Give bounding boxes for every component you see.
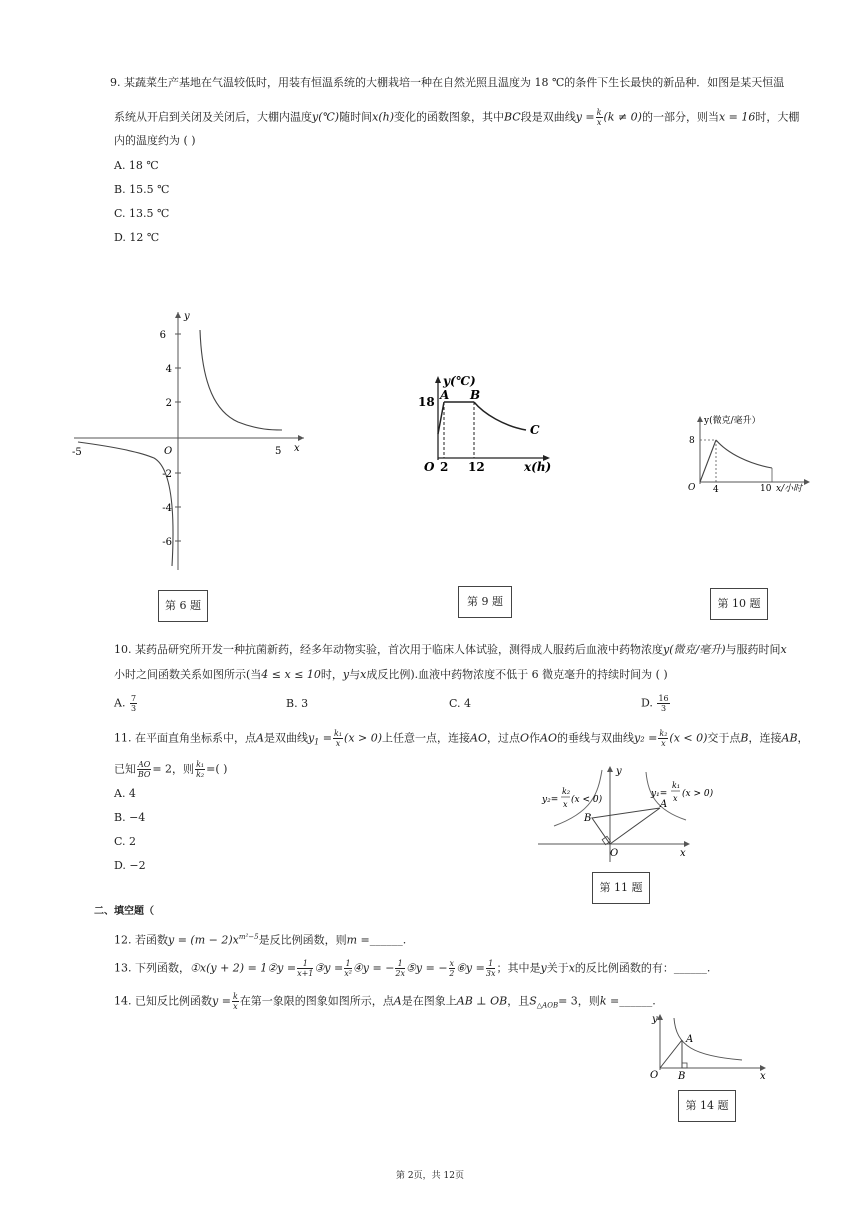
fig6-caption: 第 6 题	[158, 590, 208, 622]
fig14-segment-oa	[660, 1040, 682, 1068]
fig9-rise-segment	[438, 402, 444, 434]
q9-stem-line3: 内的温度约为 ( )	[114, 134, 196, 147]
q9-text: 时，大棚	[755, 110, 800, 124]
q10-math: x	[360, 668, 367, 681]
fig11-point-b: B	[584, 813, 592, 824]
fig10-x-tick: 4	[713, 485, 719, 495]
q14-answer-blank: ______.	[619, 994, 656, 1008]
q11-option-d: D. −2	[114, 859, 146, 872]
q9-fraction: $\frac{k}{x}$	[596, 108, 602, 127]
q10-option-a: A. $\frac{7}{3}$	[114, 694, 137, 713]
fig6-y-tick: -6	[162, 537, 172, 548]
fig11-triangle-aob	[592, 808, 660, 844]
q9-math: (k ≠ 0)	[603, 110, 642, 124]
q9-math: x(h)	[372, 110, 394, 124]
fig6-graph	[68, 306, 308, 574]
q14-stem: 14. 已知反比例函数y = $\frac{k}{x}$ 在第一象限的图象如图所示，点A是在图象上AB ⊥ OB，且$S_{\triangle AOB}= 3$，则k =______.	[114, 992, 656, 1011]
fig10-x-tick: 10	[760, 484, 772, 494]
fig10-y-value: 8	[689, 436, 695, 446]
q11-option-c: C. 2	[114, 835, 137, 848]
q9-stem-line1: 9. 某蔬菜生产基地在气温较低时，用装有恒温系统的大棚栽培一种在自然光照且温度为 18 ℃的条件下生长最快的新品种．如图是某天恒温	[110, 76, 785, 89]
fig11-y-label: y	[616, 766, 622, 777]
fig6-y-tick: 6	[159, 330, 166, 341]
fig11-origin: O	[610, 848, 619, 859]
svg-text:(x < 0): (x < 0)	[571, 795, 603, 805]
fig14-y-label: y	[652, 1014, 658, 1025]
fig10-y-label: y(微克/毫升）	[704, 416, 761, 426]
fig6-curve-q1	[200, 330, 282, 430]
fig6-y-tick: 2	[165, 398, 172, 409]
fig11-point-a: A	[660, 799, 668, 810]
fig9-caption: 第 9 题	[458, 586, 512, 618]
q10-text: 小时之间函数关系如图所示(当	[114, 668, 262, 681]
q9-option-b: B. 15.5 ℃	[114, 183, 170, 196]
q13-stem: 13. 下列函数，①x(y + 2) = 1②y = $\frac{1}{x+1}$ ③y = $\frac{1}{\text{x²}}$ ④y = − $\frac{1}{2x}$ ⑤y = − $\frac{x}{2}$ ⑥y = $\frac{1}{3x}$ ；其中是y关于x的反比例函数的有：______.	[114, 959, 711, 978]
svg-text:x: x	[563, 800, 568, 809]
q10-text: 10. 某药品研究所开发一种抗菌新药，经多年动物实验，首次用于临床人体试验，测得成人服药后血液中药物浓度	[114, 643, 663, 656]
q10-option-d: D. $\frac{16}{3}$	[641, 694, 669, 713]
q9-option-d: D. 12 ℃	[114, 231, 160, 244]
q9-math: x = 16	[718, 110, 756, 124]
q10-stem-line1	[114, 643, 787, 657]
fig9-x-tick: 12	[468, 460, 485, 474]
q9-option-c: C. 13.5 ℃	[114, 207, 170, 220]
svg-text:x: x	[673, 794, 678, 803]
svg-text:(x > 0): (x > 0)	[682, 789, 714, 799]
fig6-y-arrow	[175, 312, 181, 318]
fig9-x-tick: 2	[440, 460, 449, 474]
fig9-bc-curve	[474, 402, 526, 430]
fig9-y-value: 18	[418, 395, 435, 409]
q11-option-b: B. −4	[114, 811, 146, 824]
q10-text: 成反比例).血液中药物浓度不低于 6 微克毫升的持续时间为 ( )	[366, 668, 668, 681]
q10-math: y	[342, 668, 350, 681]
fig10-rise-segment	[700, 440, 716, 482]
q10-math: y(微克/毫升)	[663, 643, 726, 656]
q9-text: 段是双曲线	[520, 110, 576, 124]
fig11-label-y1: y₁=	[651, 789, 668, 799]
fig6-x-arrow	[298, 435, 304, 441]
fig11-label-y2: y₂=	[542, 795, 559, 805]
fig6-y-tick: -4	[162, 503, 172, 514]
fig9-x-label: x(h)	[524, 460, 552, 474]
fig9-point-c: C	[530, 423, 540, 437]
fig10-caption: 第 10 题	[710, 588, 768, 620]
fig11-graph	[536, 764, 720, 864]
q9-math: BC	[503, 110, 521, 124]
fig14-graph	[646, 1012, 772, 1082]
q10-option-c: C. 4	[449, 697, 472, 710]
fig6-y-tick: -2	[162, 469, 172, 480]
fig10-origin: O	[688, 483, 696, 493]
q11-stem-line1: 11. 在平面直角坐标系中，点A是双曲线$y_1$ = $\frac{\text{k₁}}{x}$ (x > 0)上任意一点，连接AO，过点O作AO的垂线与双曲线y₂ = $\frac{\text{k₂}}{x}$ (x < 0)交于点B，连接AB，	[114, 729, 809, 748]
fig6-curve-q3	[78, 442, 173, 566]
q9-math: y =	[575, 110, 595, 124]
page-footer: 第 2页，共 12页	[396, 1171, 464, 1181]
q9-option-a: A. 18 ℃	[114, 159, 159, 172]
q13-answer-blank: 的反比例函数的有：______.	[574, 961, 711, 975]
fig9-origin: O	[424, 460, 435, 474]
q11-stem-line2: 已知 $\frac{AO}{BO}$ = 2，则 $\frac{\text{k₁}}{\text{k₂}}$ =( )	[114, 760, 228, 779]
q9-text: 的一部分，则当	[641, 110, 719, 124]
q12-stem: 12. 若函数$y = (m - 2)x^{m^2-5}$是反比例函数，则m =______.	[114, 933, 407, 947]
fig11-caption: 第 11 题	[592, 872, 650, 904]
q10-text: 时，	[320, 668, 343, 681]
q10-text: 与服药时间	[725, 643, 781, 656]
fig10-x-label: x/小时	[776, 484, 803, 494]
fig6-y-tick: 4	[165, 364, 172, 375]
fig14-point-a: A	[686, 1034, 694, 1045]
q9-text: 随时间	[339, 110, 373, 124]
q11-option-a: A. 4	[114, 787, 136, 800]
fig14-x-label: x	[760, 1071, 766, 1082]
q9-stem-line2	[114, 108, 799, 127]
q10-text: 与	[349, 668, 361, 681]
fig9-y-label: y(℃)	[443, 374, 476, 388]
fig10-graph	[680, 410, 815, 496]
q9-math: y(℃)	[312, 110, 340, 124]
fig6-y-label: y	[184, 311, 190, 322]
q10-math: x	[780, 643, 787, 656]
section-heading: 二、填空题（	[94, 906, 154, 917]
fig14-point-b: B	[678, 1071, 686, 1082]
q9-text: 变化的函数图象，其中	[393, 110, 504, 124]
fig9-graph	[414, 368, 554, 480]
fig6-origin: O	[164, 446, 173, 457]
q10-stem-line2	[114, 668, 668, 682]
fig11-x-label: x	[680, 848, 686, 859]
fig14-caption: 第 14 题	[678, 1090, 736, 1122]
svg-text:k₂: k₂	[562, 787, 571, 796]
svg-text:k₁: k₁	[672, 781, 681, 790]
q12-answer-blank: ______.	[369, 933, 407, 947]
fig14-curve	[674, 1018, 742, 1060]
q9-text: 系统从开启到关闭及关闭后，大棚内温度	[114, 110, 312, 124]
fig9-point-a: A	[440, 388, 450, 402]
q10-math: 4 ≤ x ≤ 10	[261, 668, 321, 681]
fig6-x-tick: 5	[275, 446, 282, 457]
fig9-point-b: B	[470, 388, 481, 402]
fig6-x-label: x	[294, 443, 300, 454]
fig14-origin: O	[650, 1070, 659, 1081]
fig6-x-tick: -5	[72, 447, 82, 458]
q10-option-b: B. 3	[286, 697, 309, 710]
fig10-decay-curve	[716, 440, 772, 468]
